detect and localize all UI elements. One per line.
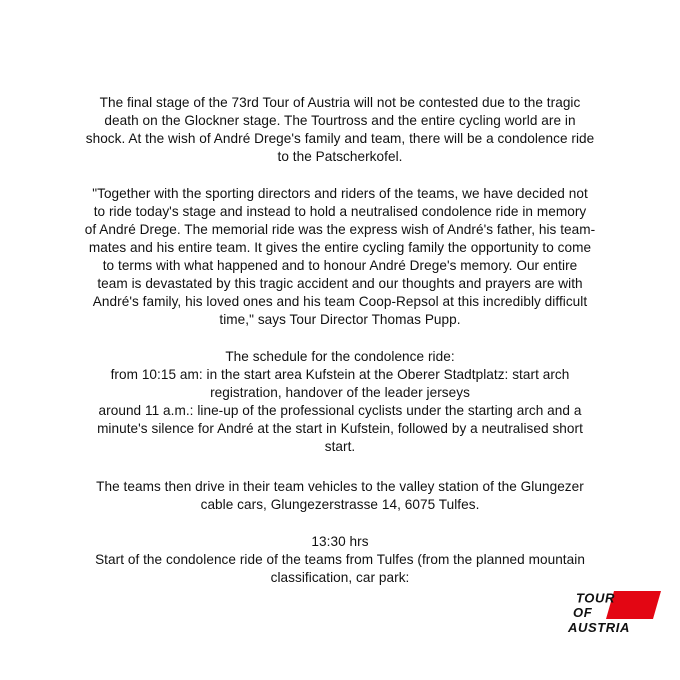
text-line: "Together with the sporting directors and riders of the teams, we have decided not bbox=[92, 186, 588, 201]
text-line: The schedule for the condolence ride: bbox=[225, 349, 455, 364]
text-line: André's family, his loved ones and his team Coop-Repsol at this incredibly difficult bbox=[92, 294, 588, 309]
text-line: shock. At the wish of André Drege's family and team, there will be a condolence ride bbox=[85, 131, 595, 146]
text-line: minute's silence for André at the start in Kufstein, followed by a neutralised short bbox=[97, 421, 583, 436]
text-line: time," says Tour Director Thomas Pupp. bbox=[219, 312, 461, 327]
text-line: around 11 a.m.: line-up of the professional cyclists under the starting arch and a bbox=[98, 403, 582, 418]
text-line: team is devastated by this tragic accident and our thoughts and prayers are with bbox=[97, 276, 583, 291]
text-line: The teams then drive in their team vehicles to the valley station of the Glungezer bbox=[96, 479, 584, 494]
text-line: to ride today's stage and instead to hold a neutralised condolence ride in memory bbox=[93, 204, 587, 219]
text-line: The final stage of the 73rd Tour of Austria will not be contested due to the tragic bbox=[99, 95, 581, 110]
logo-text-austria: AUSTRIA bbox=[568, 620, 630, 635]
tour-of-austria-logo bbox=[565, 589, 665, 635]
text-line: start. bbox=[324, 439, 356, 454]
paragraph-director-quote bbox=[64, 185, 616, 329]
text-line: to terms with what happened and to honour André Drege's memory. Our entire bbox=[102, 258, 578, 273]
text-line: death on the Glockner stage. The Tourtross and the entire cycling world are in bbox=[104, 113, 576, 128]
paragraph-team-transfer bbox=[64, 478, 616, 514]
text-line: registration, handover of the leader jerseys bbox=[210, 385, 470, 400]
text-line: 13:30 hrs bbox=[311, 534, 369, 549]
paragraph-schedule bbox=[64, 348, 616, 456]
logo-text-tour: TOUR bbox=[576, 590, 615, 606]
text-line: to the Patscherkofel. bbox=[277, 149, 403, 164]
text-line: classification, car park: bbox=[270, 570, 410, 585]
logo-text-of: OF bbox=[573, 605, 593, 620]
text-line: mates and his entire team. It gives the entire cycling family the opportunity to come bbox=[88, 240, 592, 255]
paragraph-announcement bbox=[64, 94, 616, 166]
paragraph-start-time bbox=[64, 533, 616, 587]
text-line: of André Drege. The memorial ride was the express wish of André's father, his team- bbox=[84, 222, 596, 237]
tour-of-austria-logo-graphic bbox=[565, 589, 665, 635]
text-line: from 10:15 am: in the start area Kufstein at the Oberer Stadtplatz: start arch bbox=[110, 367, 570, 382]
text-line: cable cars, Glungezerstrasse 14, 6075 Tulfes. bbox=[200, 497, 480, 512]
text-line: Start of the condolence ride of the teams from Tulfes (from the planned mountain bbox=[95, 552, 585, 567]
